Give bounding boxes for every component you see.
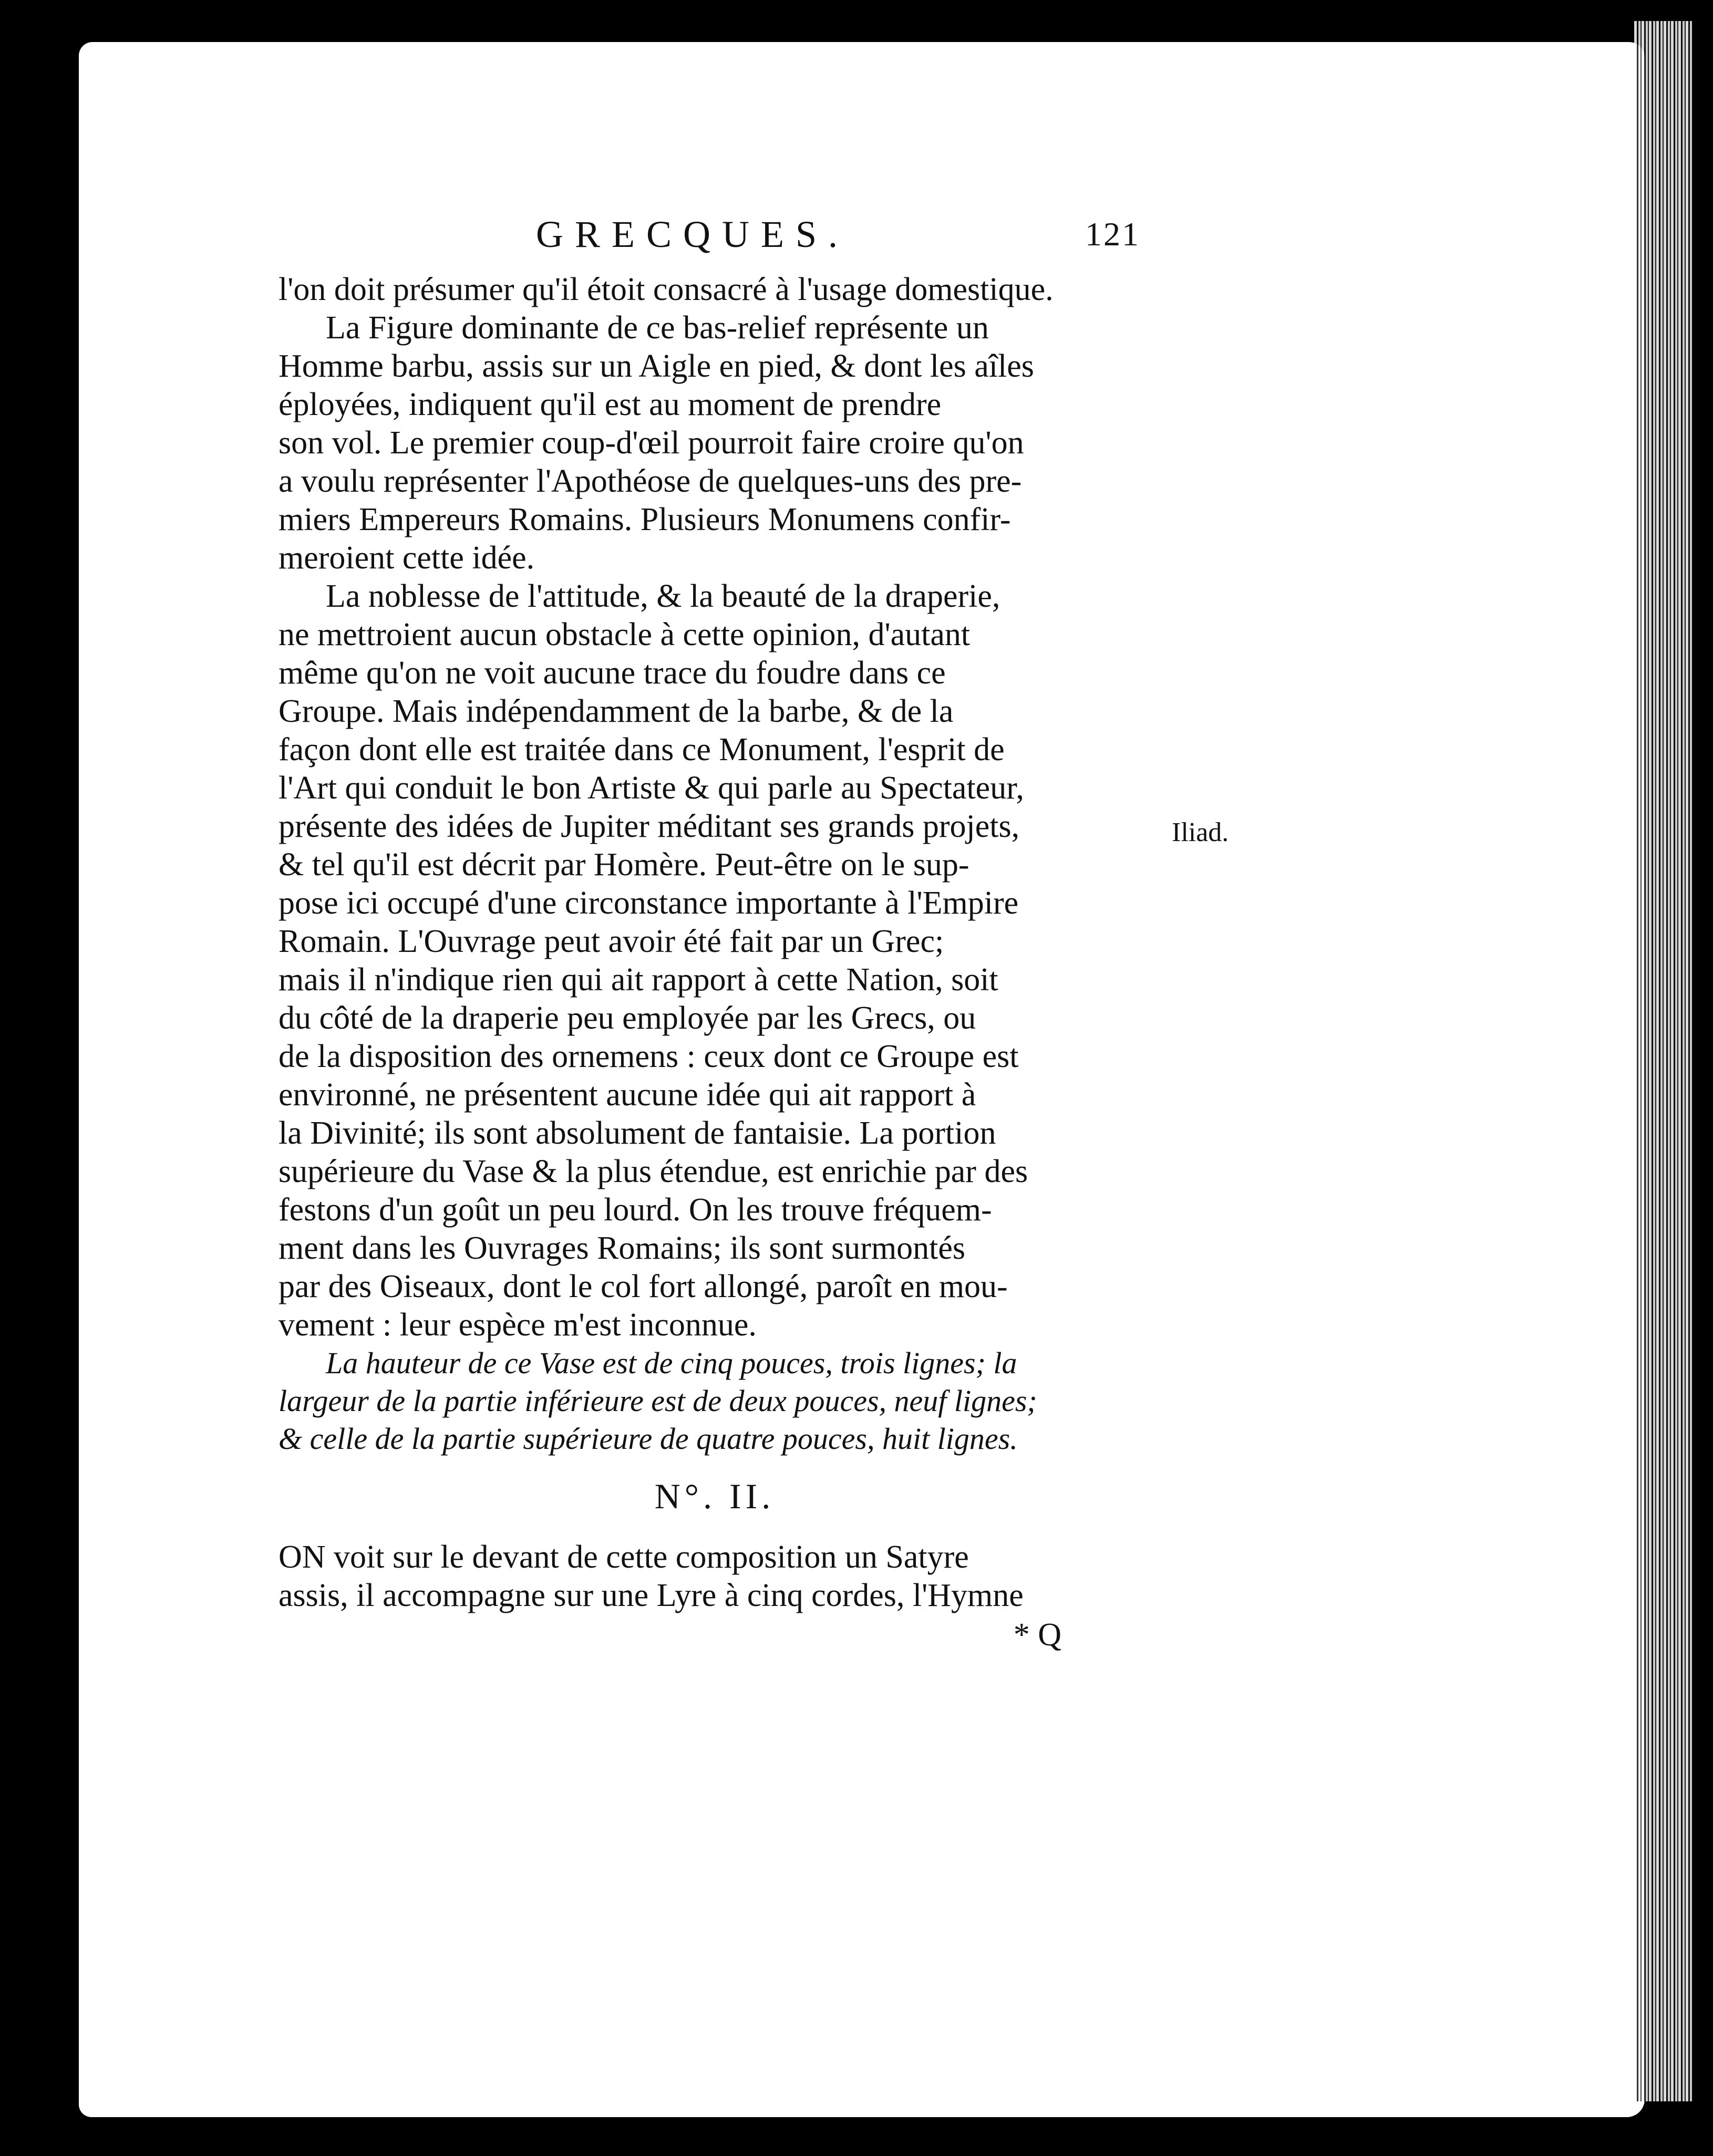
note-line: La hauteur de ce Vase est de cinq pouces, trois lignes; la [326,1346,1017,1380]
text-line: Homme barbu, assis sur un Aigle en pied, & dont les aîles [278,348,1034,384]
text-line: son vol. Le premier coup-d'œil pourroit faire croire qu'on [278,425,1024,461]
text-line: ne mettroient aucun obstacle à cette opinion, d'autant [278,617,971,652]
text-line: La Figure dominante de ce bas-relief représente un [326,310,989,346]
paragraph-figure [278,309,1151,577]
text-line: l'Art qui conduit le bon Artiste & qui parle au Spectateur, [278,770,1024,806]
text-line: & tel qu'il est décrit par Homère. Peut-être on le sup- [278,847,969,883]
margin-note: Iliad. [1172,817,1229,847]
text-line: Groupe. Mais indépendamment de la barbe, & de la [278,693,954,729]
text-line: environné, ne présentent aucune idée qui ait rapport à [278,1077,976,1113]
text-line: de la disposition des ornemens : ceux dont ce Groupe est [278,1039,1019,1074]
section-heading: N°. II. [654,1476,775,1516]
text-line: l'on doit présumer qu'il étoit consacré à l'usage domestique. [278,272,1054,307]
catchword: * Q [1013,1617,1061,1653]
text-line: vement : leur espèce m'est inconnue. [278,1307,757,1343]
dimension-note [278,1344,1151,1458]
text-line: festons d'un goût un peu lourd. On les trouve fréquem- [278,1192,992,1228]
text-line: présente des idées de Jupiter méditant ses grands projets, [278,809,1020,844]
page-number: 121 [1085,215,1140,253]
paragraph-noblesse [278,577,1151,1344]
running-title: GRECQUES. [536,213,850,255]
text-line: miers Empereurs Romains. Plusieurs Monumens confir- [278,502,1011,537]
text-line: mais il n'indique rien qui ait rapport à cette Nation, soit [278,962,998,998]
text-block [278,213,1151,1655]
page-header [278,213,1151,271]
text-line: par des Oiseaux, dont le col fort allongé, paroît en mou- [278,1269,1008,1304]
text-line: même qu'on ne voit aucune trace du foudre dans ce [278,655,946,691]
paragraph-continuation [278,271,1151,309]
text-line: supérieure du Vase & la plus étendue, est enrichie par des [278,1154,1028,1189]
text-line: ment dans les Ouvrages Romains; ils sont surmontés [278,1230,966,1266]
text-line: la Divinité; ils sont absolument de fantaisie. La portion [278,1115,996,1151]
book-edge [1634,21,1692,2101]
text-line: ON voit sur le devant de cette composition un Satyre [278,1539,969,1575]
paragraph-satyre [278,1538,1151,1615]
text-line: façon dont elle est traitée dans ce Monument, l'esprit de [278,732,1005,768]
text-line: meroient cette idée. [278,540,535,576]
text-line: assis, il accompagne sur une Lyre à cinq cordes, l'Hymne [278,1578,1024,1613]
text-line: du côté de la draperie peu employée par les Grecs, ou [278,1000,976,1036]
text-line: a voulu représenter l'Apothéose de quelques-uns des pre- [278,463,1022,499]
note-line: & celle de la partie supérieure de quatre pouces, huit lignes. [278,1422,1018,1456]
text-line: Romain. L'Ouvrage peut avoir été fait par un Grec; [278,924,944,959]
text-line: pose ici occupé d'une circonstance importante à l'Empire [278,885,1019,921]
note-line: largeur de la partie inférieure est de deux pouces, neuf lignes; [278,1384,1037,1418]
text-line: éployées, indiquent qu'il est au moment de prendre [278,387,942,422]
text-line: La noblesse de l'attitude, & la beauté de la draperie, [326,578,1000,614]
